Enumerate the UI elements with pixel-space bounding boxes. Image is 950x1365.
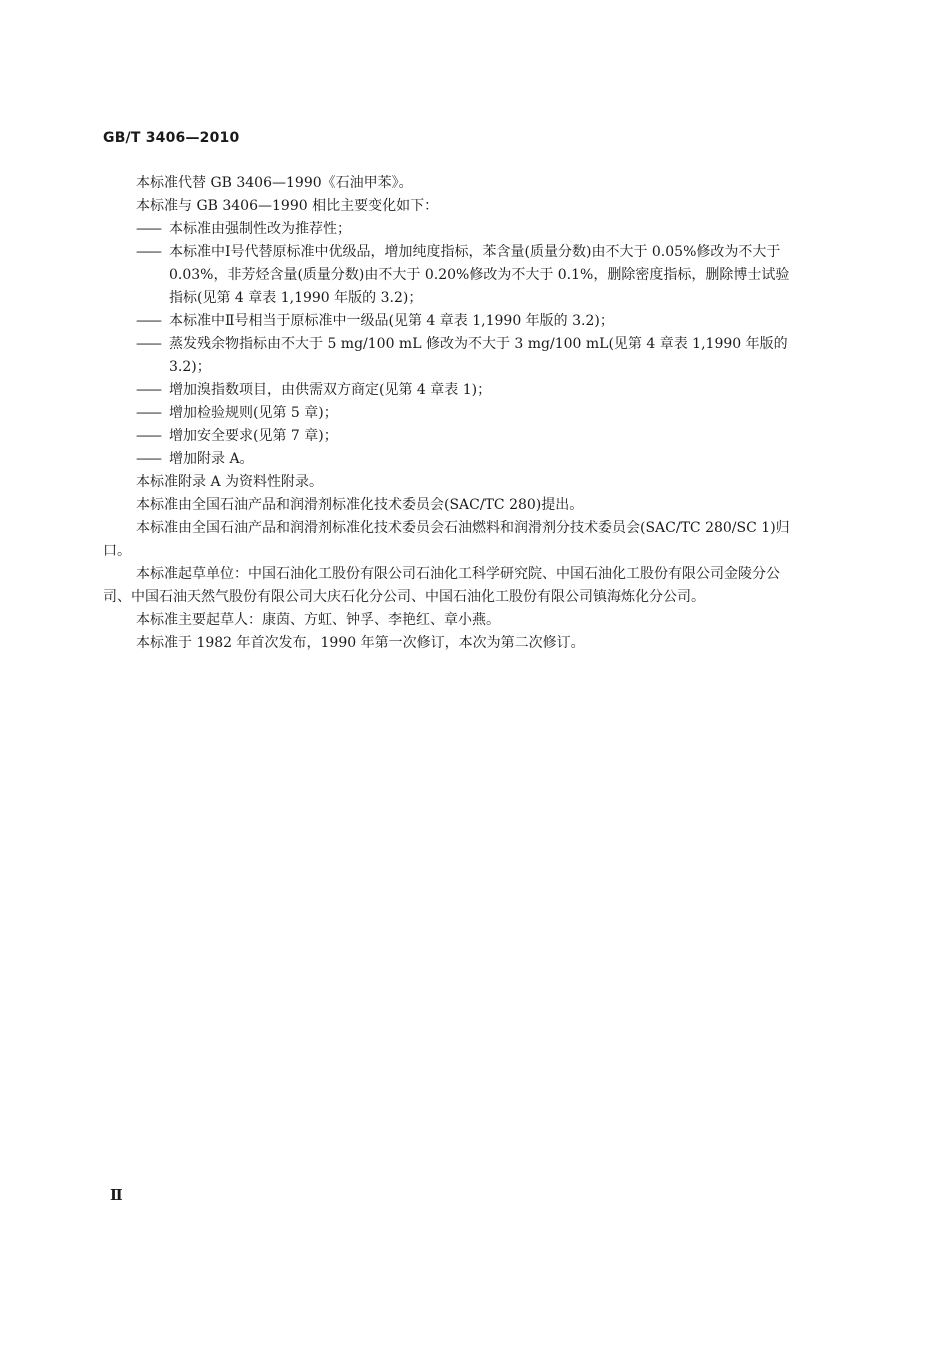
dash-marker: —— (136, 451, 160, 467)
change-list-item (103, 310, 793, 333)
change-list-item (103, 402, 793, 425)
foreword-paragraph-centralized: 本标准由全国石油产品和润滑剂标准化技术委员会石油燃料和润滑剂分技术委员会(SAC/TC 280/SC 1)归口。 (103, 520, 790, 559)
dash-marker: —— (136, 405, 160, 421)
foreword-paragraph-proposed: 本标准由全国石油产品和润滑剂标准化技术委员会(SAC/TC 280)提出。 (136, 497, 584, 513)
change-list-item (103, 425, 793, 448)
foreword-paragraph-annex: 本标准附录 A 为资料性附录。 (136, 474, 324, 490)
dash-marker: —— (136, 313, 160, 329)
foreword-paragraph-replaces: 本标准代替 GB 3406—1990《石油甲苯》。 (136, 175, 413, 191)
change-item-text: 本标准中Ⅰ号代替原标准中优级品，增加纯度指标，苯含量(质量分数)由不大于 0.05%修改为不大于 0.03%，非芳烃含量(质量分数)由不大于 0.20%修改为不大于 0.1%，删除密度指标，删除博士试验指标(见第 4 章表 1,1990 年版的 3.2)； (169, 244, 790, 306)
change-list-item (103, 241, 793, 310)
dash-marker: —— (136, 382, 160, 398)
foreword-body (103, 172, 793, 655)
change-item-text: 蒸发残余物指标由不大于 5 mg/100 mL 修改为不大于 3 mg/100 mL(见第 4 章表 1,1990 年版的 3.2)； (169, 336, 788, 375)
standard-number-header: GB/T 3406—2010 (103, 130, 240, 146)
foreword-paragraph-drafters: 本标准主要起草人：康茵、方虹、钟孚、李艳红、章小燕。 (136, 612, 500, 628)
change-item-text: 增加安全要求(见第 7 章)； (169, 428, 338, 444)
change-list-item (103, 218, 793, 241)
dash-marker: —— (136, 221, 160, 237)
foreword-paragraph-history: 本标准于 1982 年首次发布，1990 年第一次修订，本次为第二次修订。 (136, 635, 585, 651)
change-list-item (103, 379, 793, 402)
change-list-item (103, 448, 793, 471)
change-item-text: 增加溴指数项目，由供需双方商定(见第 4 章表 1)； (169, 382, 492, 398)
change-list-item (103, 333, 793, 379)
dash-marker: —— (136, 244, 160, 260)
dash-marker: —— (136, 336, 160, 352)
change-item-text: 本标准由强制性改为推荐性； (169, 221, 351, 237)
change-item-text: 增加检验规则(见第 5 章)； (169, 405, 338, 421)
foreword-paragraph-drafting-units: 本标准起草单位：中国石油化工股份有限公司石油化工科学研究院、中国石油化工股份有限公司金陵分公司、中国石油天然气股份有限公司大庆石化分公司、中国石油化工股份有限公司镇海炼化分公司。 (103, 566, 780, 605)
change-item-text: 增加附录 A。 (169, 451, 254, 467)
page-number: Ⅱ (110, 1186, 123, 1204)
change-item-text: 本标准中Ⅱ号相当于原标准中一级品(见第 4 章表 1,1990 年版的 3.2)； (169, 313, 614, 329)
foreword-paragraph-changes-intro: 本标准与 GB 3406—1990 相比主要变化如下： (136, 198, 439, 214)
dash-marker: —— (136, 428, 160, 444)
